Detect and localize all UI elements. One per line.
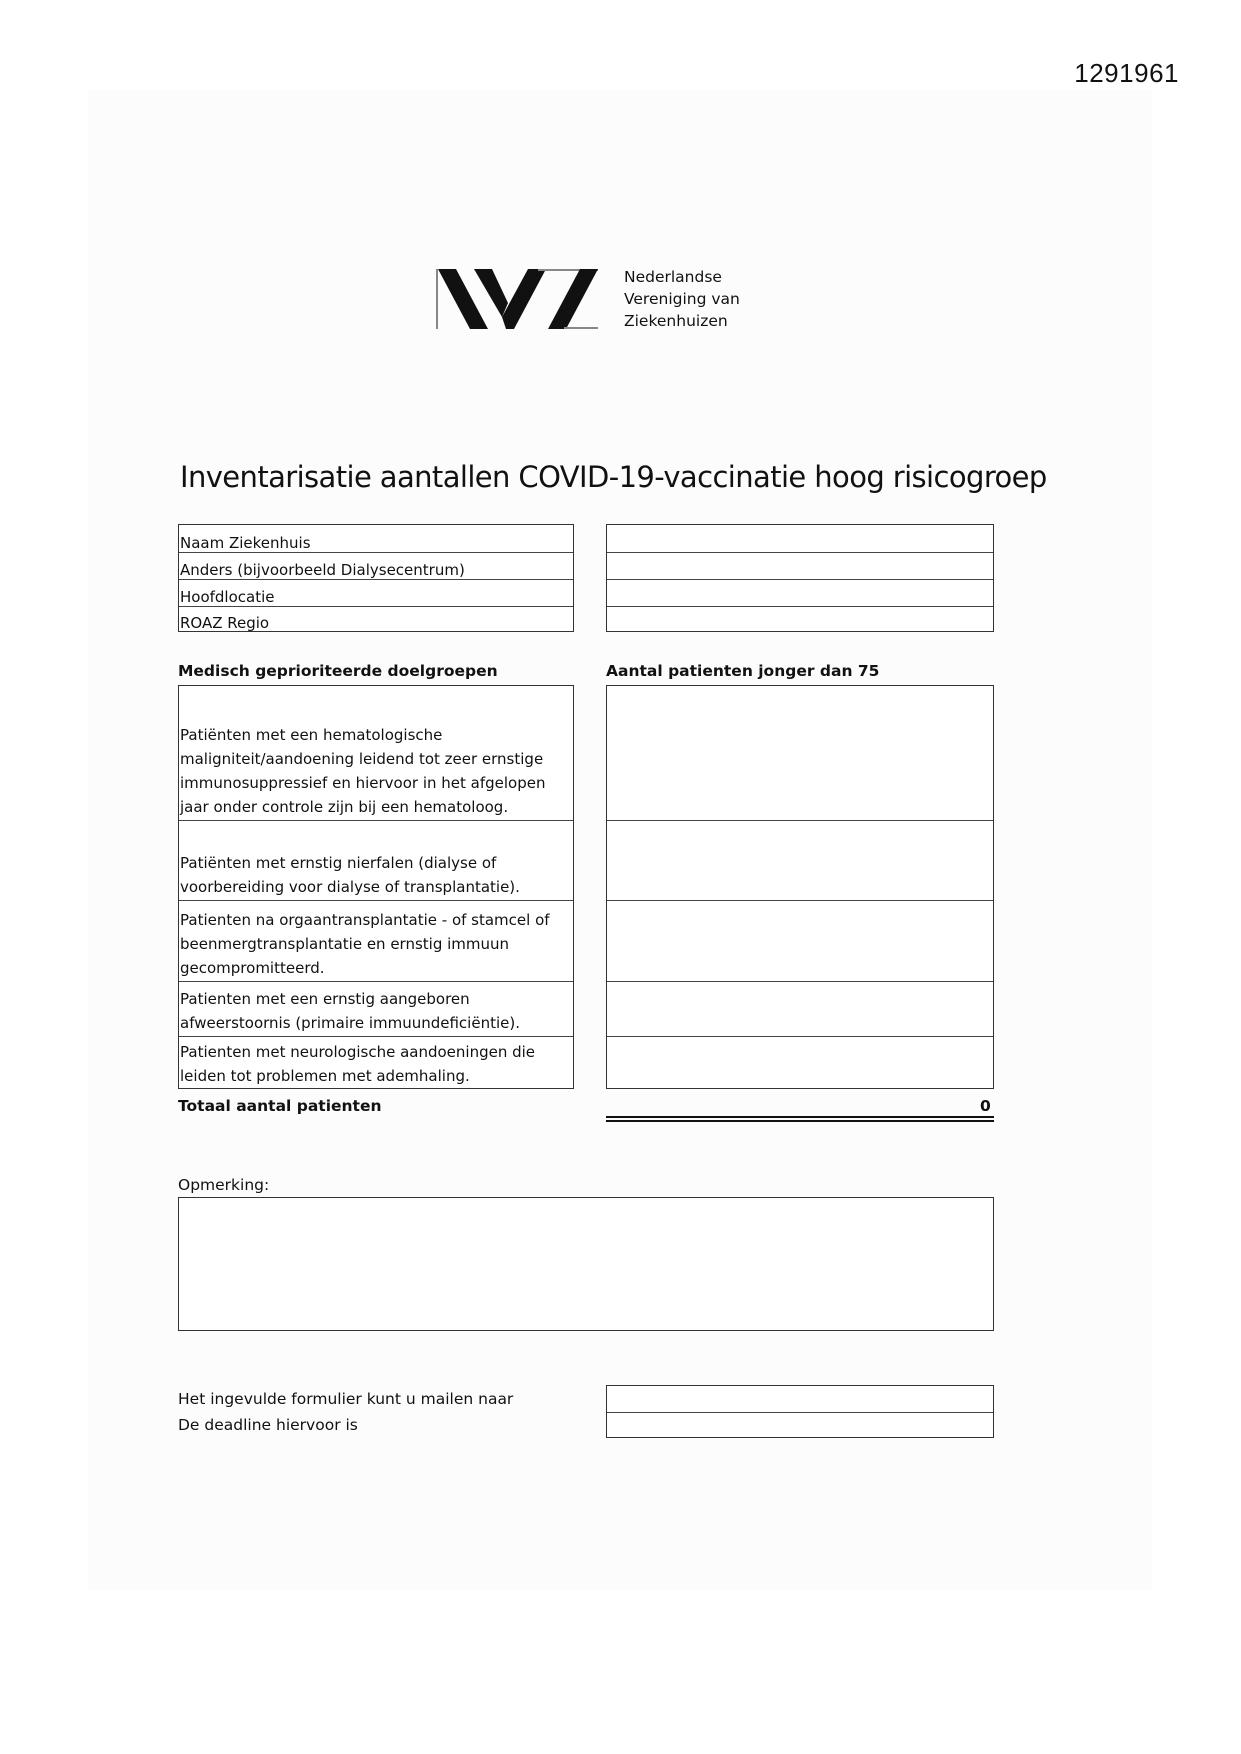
footer-inputs bbox=[606, 1385, 994, 1438]
immunodeficiency-count-field[interactable] bbox=[607, 981, 993, 1036]
roaz-region-field[interactable] bbox=[607, 606, 993, 632]
field-label-row bbox=[179, 606, 573, 632]
group-line: afweerstoornis (primaire immuundeficiëntie). bbox=[180, 1014, 520, 1032]
document-id: 1291961 bbox=[1074, 58, 1179, 88]
logo-line: Ziekenhuizen bbox=[624, 312, 728, 330]
mail-label: Het ingevulde formulier kunt u mailen naar bbox=[178, 1390, 514, 1408]
hospital-info-labels bbox=[178, 524, 574, 632]
remarks-label: Opmerking: bbox=[178, 1176, 270, 1194]
group-row bbox=[179, 900, 573, 981]
logo-text bbox=[624, 266, 740, 332]
group-line: Patiënten met ernstig nierfalen (dialyse of bbox=[180, 854, 497, 872]
logo-line: Nederlandse bbox=[624, 268, 722, 286]
deadline-label: De deadline hiervoor is bbox=[178, 1416, 358, 1434]
group-row bbox=[179, 820, 573, 900]
field-label: ROAZ Regio bbox=[180, 614, 270, 632]
group-line: immunosuppressief en hiervoor in het afgelopen bbox=[180, 774, 546, 792]
nvz-logo bbox=[436, 266, 772, 334]
hematology-count-field[interactable] bbox=[607, 686, 993, 820]
main-location-field[interactable] bbox=[607, 579, 993, 606]
field-label: Hoofdlocatie bbox=[180, 588, 275, 606]
group-line: Patienten na orgaantransplantatie - of stamcel of bbox=[180, 911, 550, 929]
group-line: jaar onder controle zijn bij een hematoloog. bbox=[180, 798, 509, 816]
groups-inputs bbox=[606, 685, 994, 1089]
group-line: Patiënten met een hematologische bbox=[180, 726, 443, 744]
mail-address-field[interactable] bbox=[607, 1386, 993, 1412]
total-double-underline bbox=[606, 1116, 994, 1122]
group-row bbox=[179, 981, 573, 1036]
hospital-name-field[interactable] bbox=[607, 525, 993, 552]
group-line: Patienten met een ernstig aangeboren bbox=[180, 990, 470, 1008]
group-line: leiden tot problemen met ademhaling. bbox=[180, 1067, 470, 1085]
other-location-field[interactable] bbox=[607, 552, 993, 579]
field-label: Naam Ziekenhuis bbox=[180, 534, 311, 552]
group-row bbox=[179, 1036, 573, 1089]
field-label-row bbox=[179, 552, 573, 579]
field-label-row bbox=[179, 579, 573, 606]
group-line: maligniteit/aandoening leidend tot zeer ernstige bbox=[180, 750, 544, 768]
group-row bbox=[179, 686, 573, 820]
total-value: 0 bbox=[980, 1097, 991, 1115]
groups-labels bbox=[178, 685, 574, 1089]
groups-right-header: Aantal patienten jonger dan 75 bbox=[606, 662, 880, 680]
deadline-field[interactable] bbox=[607, 1412, 993, 1438]
group-line: Patienten met neurologische aandoeningen die bbox=[180, 1043, 536, 1061]
group-line: beenmergtransplantatie en ernstig immuun bbox=[180, 935, 510, 953]
kidney-failure-count-field[interactable] bbox=[607, 820, 993, 900]
group-line: gecompromitteerd. bbox=[180, 959, 325, 977]
nvz-logo-mark-icon bbox=[436, 269, 600, 329]
total-label: Totaal aantal patienten bbox=[178, 1097, 382, 1115]
field-label: Anders (bijvoorbeeld Dialysecentrum) bbox=[180, 561, 465, 579]
group-line: voorbereiding voor dialyse of transplantatie). bbox=[180, 878, 520, 896]
hospital-info-inputs bbox=[606, 524, 994, 632]
page-title: Inventarisatie aantallen COVID-19-vaccinatie hoog risicogroep bbox=[180, 460, 1047, 494]
groups-left-header: Medisch geprioriteerde doelgroepen bbox=[178, 662, 498, 680]
logo-line: Vereniging van bbox=[624, 290, 740, 308]
field-label-row bbox=[179, 525, 573, 552]
transplant-count-field[interactable] bbox=[607, 900, 993, 981]
neurological-count-field[interactable] bbox=[607, 1036, 993, 1089]
remarks-field[interactable] bbox=[178, 1197, 994, 1331]
